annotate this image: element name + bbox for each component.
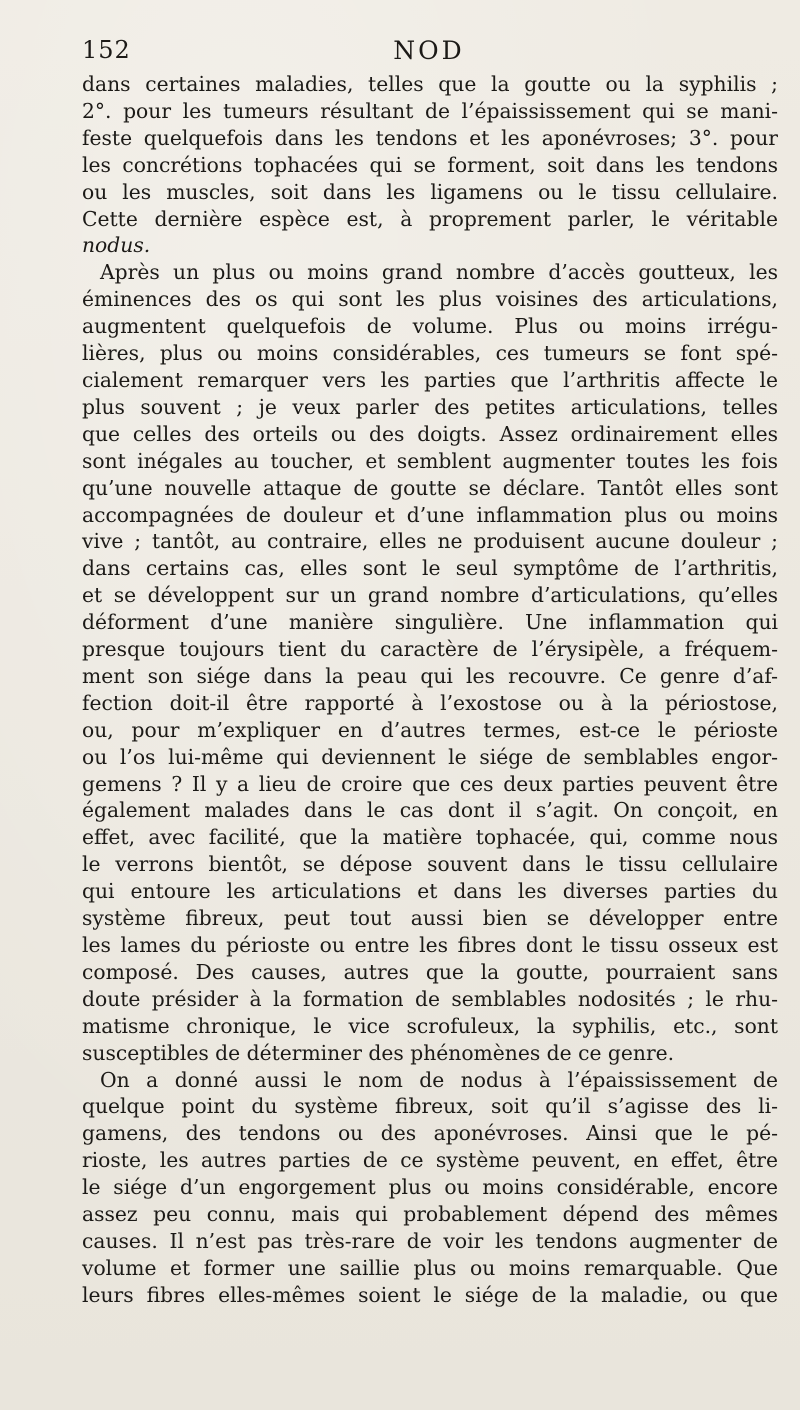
text-line: le verrons bientôt, se dépose souvent dans le tissu cellulaire — [82, 852, 778, 877]
text-line: plus souvent ; je veux parler des petites articulations, telles — [82, 394, 778, 419]
text-line: matisme chronique, le vice scrofuleux, la syphilis, etc., sont — [82, 1013, 778, 1038]
text-line: éminences des os qui sont les plus voisines des articulations, — [82, 287, 778, 312]
text-line: sont inégales au toucher, et semblent augmenter toutes les fois — [82, 448, 778, 473]
text-line: ou les muscles, soit dans les ligamens ou le tissu cellulaire. — [82, 179, 778, 204]
text-line: Cette dernière espèce est, à proprement parler, le véritable — [82, 206, 778, 231]
text-line: ou, pour m’expliquer en d’autres termes, est-ce le périoste — [82, 717, 778, 742]
text-line: feste quelquefois dans les tendons et les aponévroses; 3°. pour — [82, 125, 778, 150]
text-line: ou l’os lui-même qui deviennent le siége de semblables engor- — [82, 744, 778, 769]
text-line: quelque point du système fibreux, soit qu’il s’agisse des li- — [82, 1094, 778, 1119]
text-line: effet, avec facilité, que la matière tophacée, qui, comme nous — [82, 825, 778, 850]
text-line: le siége d’un engorgement plus ou moins considérable, encore — [82, 1175, 778, 1200]
text-line: les concrétions tophacées qui se forment, soit dans les tendons — [82, 152, 778, 177]
text-line: gemens ? Il y a lieu de croire que ces deux parties peuvent être — [82, 771, 778, 796]
text-line: vive ; tantôt, au contraire, elles ne produisent aucune douleur ; — [82, 529, 778, 554]
text-line: On a donné aussi le nom de nodus à l’épaississement de — [100, 1067, 778, 1092]
text-line: dans certains cas, elles sont le seul symptôme de l’arthritis, — [82, 556, 778, 581]
text-line: que celles des orteils ou des doigts. Assez ordinairement elles — [82, 421, 778, 446]
body-text — [82, 71, 778, 1309]
text-line: qui entoure les articulations et dans les diverses parties du — [82, 879, 778, 904]
text-line: système fibreux, peut tout aussi bien se développer entre — [82, 906, 778, 931]
text-line: accompagnées de douleur et d’une inflammation plus ou moins — [82, 502, 778, 527]
text-line: gamens, des tendons ou des aponévroses. Ainsi que le pé- — [82, 1121, 778, 1146]
text-line: doute présider à la formation de semblables nodosités ; le rhu- — [82, 986, 778, 1011]
text-line: Après un plus ou moins grand nombre d’accès goutteux, les — [100, 260, 778, 285]
text-line: les lames du périoste ou entre les fibres dont le tissu osseux est — [82, 933, 778, 957]
text-line: ment son siége dans la peau qui les recouvre. Ce genre d’af- — [82, 663, 778, 688]
text-line: rioste, les autres parties de ce système peuvent, en effet, être — [82, 1148, 778, 1173]
text-line: leurs fibres elles-mêmes soient le siége de la maladie, ou que — [82, 1282, 778, 1307]
text-line: déforment d’une manière singulière. Une inflammation qui — [82, 610, 778, 635]
text-line: qu’une nouvelle attaque de goutte se déclare. Tantôt elles sont — [82, 475, 778, 500]
text-line: et se développent sur un grand nombre d’articulations, qu’elles — [82, 583, 778, 608]
text-line: augmentent quelquefois de volume. Plus ou moins irrégu- — [82, 314, 778, 339]
text-line: cialement remarquer vers les parties que l’arthritis affecte le — [82, 367, 778, 392]
text-line: assez peu connu, mais qui probablement dépend des mêmes — [82, 1202, 778, 1227]
text-line: 2°. pour les tumeurs résultant de l’épaississement qui se mani- — [82, 98, 778, 123]
text-line: fection doit-il être rapporté à l’exostose ou à la périostose, — [82, 690, 778, 715]
page-number: 152 — [82, 36, 131, 64]
text-line: également malades dans le cas dont il s’agit. On conçoit, en — [82, 798, 778, 823]
text-line: composé. Des causes, autres que la goutte, pourraient sans — [82, 959, 778, 984]
text-line: nodus. — [82, 233, 151, 258]
running-head: NOD — [393, 36, 465, 65]
text-line: lières, plus ou moins considérables, ces tumeurs se font spé- — [82, 341, 778, 366]
text-line: causes. Il n’est pas très-rare de voir les tendons augmenter de — [82, 1228, 778, 1253]
page-header — [82, 34, 766, 70]
text-line: presque toujours tient du caractère de l’érysipèle, a fréquem- — [82, 637, 778, 662]
text-line: volume et former une saillie plus ou moins remarquable. Que — [82, 1255, 778, 1280]
text-line: susceptibles de déterminer des phénomènes de ce genre. — [82, 1040, 675, 1065]
text-line: dans certaines maladies, telles que la goutte ou la syphilis ; — [82, 72, 778, 96]
